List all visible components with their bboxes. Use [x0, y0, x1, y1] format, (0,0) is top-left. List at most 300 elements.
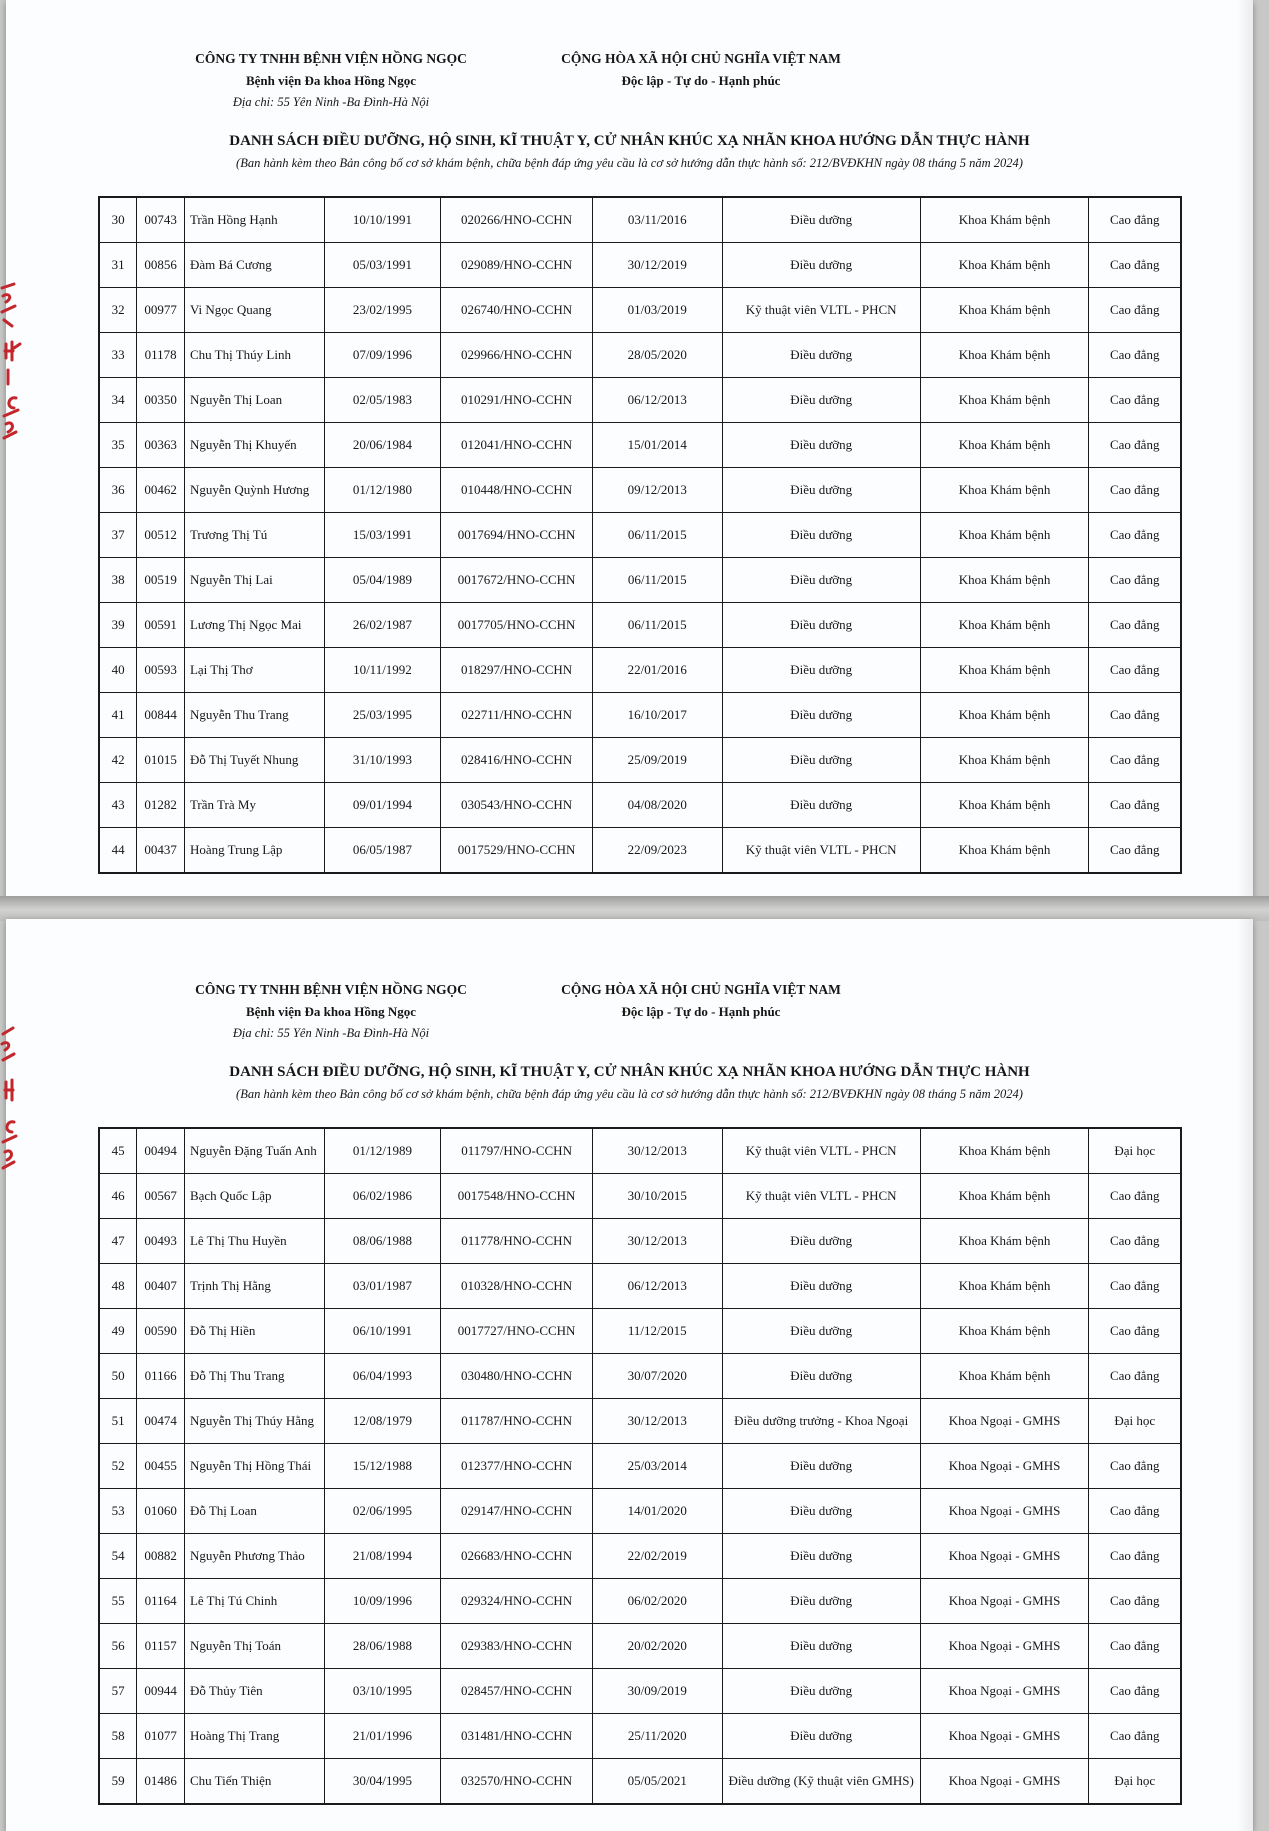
table-row: [99, 333, 1181, 378]
cell-chuc-danh: Điều dưỡng: [722, 1444, 920, 1489]
cell-ngay-sinh: 31/10/1993: [324, 738, 441, 783]
cell-chuc-danh: Điều dưỡng: [722, 693, 920, 738]
cell-ngay-sinh: 12/08/1979: [324, 1399, 441, 1444]
cell-stt: 41: [99, 693, 137, 738]
cell-so-cchn: 030543/HNO-CCHN: [441, 783, 592, 828]
company-name: CÔNG TY TNHH BỆNH VIỆN HỒNG NGỌC: [195, 51, 467, 66]
cell-ho-ten: Nguyễn Thị Loan: [184, 378, 324, 423]
cell-stt: 32: [99, 288, 137, 333]
cell-trinh-do: Cao đẳng: [1089, 1444, 1181, 1489]
cell-ngay-cap: 22/09/2023: [592, 828, 722, 874]
cell-ngay-cap: 25/09/2019: [592, 738, 722, 783]
cell-ma-nv: 00593: [137, 648, 185, 693]
cell-stt: 51: [99, 1399, 137, 1444]
cell-ngay-cap: 30/07/2020: [592, 1354, 722, 1399]
cell-ho-ten: Trần Hồng Hạnh: [184, 197, 324, 243]
cell-so-cchn: 028416/HNO-CCHN: [441, 738, 592, 783]
cell-stt: 53: [99, 1489, 137, 1534]
cell-chuc-danh: Điều dưỡng: [722, 1714, 920, 1759]
cell-chuc-danh: Điều dưỡng: [722, 468, 920, 513]
table-row: [99, 603, 1181, 648]
cell-trinh-do: Đại học: [1089, 1128, 1181, 1174]
cell-so-cchn: 032570/HNO-CCHN: [441, 1759, 592, 1805]
cell-khoa-phong: Khoa Khám bệnh: [920, 378, 1089, 423]
cell-stt: 50: [99, 1354, 137, 1399]
cell-ngay-cap: 06/12/2013: [592, 378, 722, 423]
cell-trinh-do: Cao đẳng: [1089, 738, 1181, 783]
cell-ngay-sinh: 02/06/1995: [324, 1489, 441, 1534]
cell-ho-ten: Đỗ Thị Tuyết Nhung: [184, 738, 324, 783]
cell-so-cchn: 0017727/HNO-CCHN: [441, 1309, 592, 1354]
cell-ngay-sinh: 03/10/1995: [324, 1669, 441, 1714]
cell-ngay-cap: 30/12/2013: [592, 1128, 722, 1174]
table-row: [99, 1759, 1181, 1805]
cell-trinh-do: Cao đẳng: [1089, 783, 1181, 828]
cell-ngay-sinh: 21/08/1994: [324, 1534, 441, 1579]
cell-ngay-cap: 22/02/2019: [592, 1534, 722, 1579]
cell-so-cchn: 029966/HNO-CCHN: [441, 333, 592, 378]
cell-chuc-danh: Điều dưỡng: [722, 1219, 920, 1264]
cell-khoa-phong: Khoa Khám bệnh: [920, 197, 1089, 243]
cell-khoa-phong: Khoa Khám bệnh: [920, 783, 1089, 828]
cell-ngay-sinh: 06/05/1987: [324, 828, 441, 874]
cell-khoa-phong: Khoa Khám bệnh: [920, 288, 1089, 333]
cell-ngay-cap: 30/12/2013: [592, 1219, 722, 1264]
cell-ngay-cap: 03/11/2016: [592, 197, 722, 243]
cell-ma-nv: 00462: [137, 468, 185, 513]
document-page-1: [6, 0, 1253, 898]
cell-ngay-sinh: 28/06/1988: [324, 1624, 441, 1669]
cell-chuc-danh: Kỹ thuật viên VLTL - PHCN: [722, 1174, 920, 1219]
cell-khoa-phong: Khoa Khám bệnh: [920, 1128, 1089, 1174]
cell-stt: 55: [99, 1579, 137, 1624]
cell-so-cchn: 011797/HNO-CCHN: [441, 1128, 592, 1174]
cell-ma-nv: 00494: [137, 1128, 185, 1174]
cell-chuc-danh: Điều dưỡng: [722, 197, 920, 243]
cell-khoa-phong: Khoa Khám bệnh: [920, 1219, 1089, 1264]
cell-so-cchn: 028457/HNO-CCHN: [441, 1669, 592, 1714]
cell-stt: 38: [99, 558, 137, 603]
cell-chuc-danh: Điều dưỡng trưởng - Khoa Ngoại: [722, 1399, 920, 1444]
cell-ma-nv: 01060: [137, 1489, 185, 1534]
cell-stt: 58: [99, 1714, 137, 1759]
cell-khoa-phong: Khoa Khám bệnh: [920, 1174, 1089, 1219]
cell-stt: 31: [99, 243, 137, 288]
table-row: [99, 378, 1181, 423]
cell-trinh-do: Cao đẳng: [1089, 423, 1181, 468]
cell-ngay-cap: 05/05/2021: [592, 1759, 722, 1805]
cell-trinh-do: Cao đẳng: [1089, 1354, 1181, 1399]
cell-chuc-danh: Điều dưỡng: [722, 558, 920, 603]
cell-khoa-phong: Khoa Khám bệnh: [920, 603, 1089, 648]
cell-trinh-do: Cao đẳng: [1089, 288, 1181, 333]
cell-khoa-phong: Khoa Khám bệnh: [920, 1309, 1089, 1354]
cell-chuc-danh: Điều dưỡng: [722, 1264, 920, 1309]
cell-ngay-sinh: 10/11/1992: [324, 648, 441, 693]
cell-so-cchn: 026740/HNO-CCHN: [441, 288, 592, 333]
cell-ma-nv: 01164: [137, 1579, 185, 1624]
cell-chuc-danh: Điều dưỡng: [722, 243, 920, 288]
cell-ngay-sinh: 23/02/1995: [324, 288, 441, 333]
cell-ngay-sinh: 20/06/1984: [324, 423, 441, 468]
cell-stt: 30: [99, 197, 137, 243]
table-row: [99, 1309, 1181, 1354]
cell-ma-nv: 01015: [137, 738, 185, 783]
cell-khoa-phong: Khoa Khám bệnh: [920, 468, 1089, 513]
cell-khoa-phong: Khoa Ngoại - GMHS: [920, 1714, 1089, 1759]
cell-ngay-sinh: 05/03/1991: [324, 243, 441, 288]
cell-chuc-danh: Điều dưỡng: [722, 783, 920, 828]
cell-ho-ten: Bạch Quốc Lập: [184, 1174, 324, 1219]
cell-stt: 49: [99, 1309, 137, 1354]
table-row: [99, 1128, 1181, 1174]
cell-chuc-danh: Điều dưỡng: [722, 738, 920, 783]
cell-stt: 39: [99, 603, 137, 648]
table-row: [99, 243, 1181, 288]
staff-table: [98, 1127, 1182, 1805]
table-row: [99, 1534, 1181, 1579]
cell-ngay-cap: 04/08/2020: [592, 783, 722, 828]
cell-ma-nv: 00437: [137, 828, 185, 874]
cell-ma-nv: 00856: [137, 243, 185, 288]
cell-khoa-phong: Khoa Khám bệnh: [920, 738, 1089, 783]
document-subtitle: (Ban hành kèm theo Bản công bố cơ sở khám bệnh, chữa bệnh đáp ứng yêu cầu là cơ sở hướng dẫn thực hành số: 212/BVĐKHN ngày 08 tháng 5 năm 2024): [236, 156, 1023, 170]
address-line: Địa chỉ: 55 Yên Ninh -Ba Đình-Hà Nội: [232, 95, 430, 109]
table-row: [99, 1354, 1181, 1399]
cell-ho-ten: Trịnh Thị Hằng: [184, 1264, 324, 1309]
cell-ho-ten: Đỗ Thủy Tiên: [184, 1669, 324, 1714]
cell-ho-ten: Hoàng Trung Lập: [184, 828, 324, 874]
cell-khoa-phong: Khoa Ngoại - GMHS: [920, 1759, 1089, 1805]
cell-ho-ten: Lại Thị Thơ: [184, 648, 324, 693]
cell-so-cchn: 020266/HNO-CCHN: [441, 197, 592, 243]
table-row: [99, 197, 1181, 243]
table-row: [99, 1399, 1181, 1444]
cell-stt: 42: [99, 738, 137, 783]
cell-stt: 35: [99, 423, 137, 468]
cell-so-cchn: 026683/HNO-CCHN: [441, 1534, 592, 1579]
table-row: [99, 423, 1181, 468]
cell-ngay-sinh: 10/09/1996: [324, 1579, 441, 1624]
cell-trinh-do: Cao đẳng: [1089, 1714, 1181, 1759]
cell-chuc-danh: Kỹ thuật viên VLTL - PHCN: [722, 288, 920, 333]
cell-ho-ten: Nguyễn Đặng Tuấn Anh: [184, 1128, 324, 1174]
cell-so-cchn: 022711/HNO-CCHN: [441, 693, 592, 738]
cell-ngay-cap: 01/03/2019: [592, 288, 722, 333]
cell-ngay-cap: 09/12/2013: [592, 468, 722, 513]
cell-ma-nv: 01178: [137, 333, 185, 378]
cell-ho-ten: Lương Thị Ngọc Mai: [184, 603, 324, 648]
cell-ngay-sinh: 10/10/1991: [324, 197, 441, 243]
cell-trinh-do: Cao đẳng: [1089, 1624, 1181, 1669]
cell-ngay-sinh: 06/04/1993: [324, 1354, 441, 1399]
cell-ho-ten: Nguyễn Phương Thảo: [184, 1534, 324, 1579]
cell-chuc-danh: Điều dưỡng (Kỹ thuật viên GMHS): [722, 1759, 920, 1805]
cell-trinh-do: Cao đẳng: [1089, 243, 1181, 288]
cell-ngay-sinh: 30/04/1995: [324, 1759, 441, 1805]
cell-so-cchn: 018297/HNO-CCHN: [441, 648, 592, 693]
cell-ma-nv: 00350: [137, 378, 185, 423]
cell-khoa-phong: Khoa Ngoại - GMHS: [920, 1489, 1089, 1534]
table-row: [99, 1264, 1181, 1309]
cell-ngay-cap: 16/10/2017: [592, 693, 722, 738]
cell-ma-nv: 00493: [137, 1219, 185, 1264]
cell-ho-ten: Trương Thị Tú: [184, 513, 324, 558]
cell-ho-ten: Đỗ Thị Thu Trang: [184, 1354, 324, 1399]
cell-khoa-phong: Khoa Khám bệnh: [920, 513, 1089, 558]
cell-khoa-phong: Khoa Ngoại - GMHS: [920, 1579, 1089, 1624]
cell-ngay-cap: 30/12/2019: [592, 243, 722, 288]
cell-so-cchn: 029147/HNO-CCHN: [441, 1489, 592, 1534]
address-line: Địa chỉ: 55 Yên Ninh -Ba Đình-Hà Nội: [232, 1026, 430, 1040]
national-header-block: [466, 48, 936, 92]
cell-trinh-do: Đại học: [1089, 1759, 1181, 1805]
cell-ho-ten: Nguyễn Thị Khuyến: [184, 423, 324, 468]
cell-chuc-danh: Điều dưỡng: [722, 1354, 920, 1399]
cell-ngay-cap: 06/12/2013: [592, 1264, 722, 1309]
cell-ngay-sinh: 09/01/1994: [324, 783, 441, 828]
cell-ngay-cap: 30/10/2015: [592, 1174, 722, 1219]
cell-ngay-cap: 11/12/2015: [592, 1309, 722, 1354]
cell-ma-nv: 00567: [137, 1174, 185, 1219]
document-page-2: [6, 919, 1253, 1831]
table-row: [99, 468, 1181, 513]
cell-khoa-phong: Khoa Khám bệnh: [920, 693, 1089, 738]
cell-chuc-danh: Kỹ thuật viên VLTL - PHCN: [722, 828, 920, 874]
national-motto: Độc lập - Tự do - Hạnh phúc: [621, 73, 781, 88]
cell-chuc-danh: Điều dưỡng: [722, 1624, 920, 1669]
cell-chuc-danh: Điều dưỡng: [722, 378, 920, 423]
cell-chuc-danh: Điều dưỡng: [722, 1669, 920, 1714]
cell-ma-nv: 00407: [137, 1264, 185, 1309]
cell-stt: 45: [99, 1128, 137, 1174]
staff-table: [98, 196, 1182, 874]
document-title: DANH SÁCH ĐIỀU DƯỠNG, HỘ SINH, KĨ THUẬT Y, CỬ NHÂN KHÚC XẠ NHÃN KHOA HƯỚNG DẪN THỰC HÀNH: [229, 1064, 1030, 1080]
cell-ho-ten: Nguyễn Thu Trang: [184, 693, 324, 738]
table-row: [99, 1444, 1181, 1489]
cell-so-cchn: 0017672/HNO-CCHN: [441, 558, 592, 603]
cell-so-cchn: 029324/HNO-CCHN: [441, 1579, 592, 1624]
cell-ma-nv: 00363: [137, 423, 185, 468]
cell-khoa-phong: Khoa Khám bệnh: [920, 828, 1089, 874]
cell-ho-ten: Hoàng Thị Trang: [184, 1714, 324, 1759]
cell-so-cchn: 029089/HNO-CCHN: [441, 243, 592, 288]
document-subtitle: (Ban hành kèm theo Bản công bố cơ sở khám bệnh, chữa bệnh đáp ứng yêu cầu là cơ sở hướng dẫn thực hành số: 212/BVĐKHN ngày 08 tháng 5 năm 2024): [236, 1087, 1023, 1101]
table-row: [99, 513, 1181, 558]
cell-ma-nv: 00977: [137, 288, 185, 333]
cell-ma-nv: 01282: [137, 783, 185, 828]
table-row: [99, 1489, 1181, 1534]
cell-trinh-do: Cao đẳng: [1089, 1669, 1181, 1714]
cell-chuc-danh: Điều dưỡng: [722, 1489, 920, 1534]
cell-trinh-do: Cao đẳng: [1089, 1219, 1181, 1264]
table-row: [99, 648, 1181, 693]
cell-chuc-danh: Điều dưỡng: [722, 333, 920, 378]
cell-ho-ten: Nguyễn Thị Hồng Thái: [184, 1444, 324, 1489]
cell-ngay-cap: 22/01/2016: [592, 648, 722, 693]
cell-ngay-cap: 15/01/2014: [592, 423, 722, 468]
cell-so-cchn: 0017529/HNO-CCHN: [441, 828, 592, 874]
cell-stt: 54: [99, 1534, 137, 1579]
cell-chuc-danh: Điều dưỡng: [722, 603, 920, 648]
cell-khoa-phong: Khoa Khám bệnh: [920, 333, 1089, 378]
cell-so-cchn: 012377/HNO-CCHN: [441, 1444, 592, 1489]
cell-stt: 46: [99, 1174, 137, 1219]
page-gap-shadow: [0, 896, 1269, 921]
document-title: DANH SÁCH ĐIỀU DƯỠNG, HỘ SINH, KĨ THUẬT Y, CỬ NHÂN KHÚC XẠ NHÃN KHOA HƯỚNG DẪN THỰC HÀNH: [229, 133, 1030, 149]
cell-ma-nv: 00882: [137, 1534, 185, 1579]
cell-trinh-do: Cao đẳng: [1089, 1579, 1181, 1624]
cell-ma-nv: 00944: [137, 1669, 185, 1714]
cell-ngay-cap: 30/12/2013: [592, 1399, 722, 1444]
cell-so-cchn: 029383/HNO-CCHN: [441, 1624, 592, 1669]
cell-ma-nv: 01157: [137, 1624, 185, 1669]
cell-khoa-phong: Khoa Khám bệnh: [920, 648, 1089, 693]
cell-stt: 57: [99, 1669, 137, 1714]
cell-so-cchn: 0017548/HNO-CCHN: [441, 1174, 592, 1219]
cell-stt: 34: [99, 378, 137, 423]
cell-ngay-cap: 06/11/2015: [592, 603, 722, 648]
cell-ma-nv: 00743: [137, 197, 185, 243]
cell-ho-ten: Đỗ Thị Loan: [184, 1489, 324, 1534]
cell-khoa-phong: Khoa Ngoại - GMHS: [920, 1399, 1089, 1444]
cell-ma-nv: 01486: [137, 1759, 185, 1805]
cell-ngay-sinh: 06/02/1986: [324, 1174, 441, 1219]
cell-stt: 44: [99, 828, 137, 874]
cell-stt: 56: [99, 1624, 137, 1669]
cell-trinh-do: Cao đẳng: [1089, 513, 1181, 558]
cell-khoa-phong: Khoa Khám bệnh: [920, 423, 1089, 468]
cell-trinh-do: Cao đẳng: [1089, 197, 1181, 243]
cell-stt: 33: [99, 333, 137, 378]
cell-ngay-sinh: 15/03/1991: [324, 513, 441, 558]
cell-stt: 36: [99, 468, 137, 513]
cell-so-cchn: 011787/HNO-CCHN: [441, 1399, 592, 1444]
cell-so-cchn: 010328/HNO-CCHN: [441, 1264, 592, 1309]
cell-khoa-phong: Khoa Ngoại - GMHS: [920, 1444, 1089, 1489]
national-title: CỘNG HÒA XÃ HỘI CHỦ NGHĨA VIỆT NAM: [561, 982, 841, 997]
cell-ma-nv: 01166: [137, 1354, 185, 1399]
cell-so-cchn: 0017705/HNO-CCHN: [441, 603, 592, 648]
cell-khoa-phong: Khoa Ngoại - GMHS: [920, 1669, 1089, 1714]
table-row: [99, 1714, 1181, 1759]
cell-ho-ten: Nguyễn Thị Lai: [184, 558, 324, 603]
cell-ho-ten: Đỗ Thị Hiền: [184, 1309, 324, 1354]
cell-chuc-danh: Điều dưỡng: [722, 1534, 920, 1579]
table-row: [99, 288, 1181, 333]
cell-ho-ten: Lê Thị Thu Huyền: [184, 1219, 324, 1264]
cell-trinh-do: Cao đẳng: [1089, 828, 1181, 874]
company-name: CÔNG TY TNHH BỆNH VIỆN HỒNG NGỌC: [195, 982, 467, 997]
cell-trinh-do: Cao đẳng: [1089, 1489, 1181, 1534]
cell-chuc-danh: Điều dưỡng: [722, 423, 920, 468]
cell-ngay-sinh: 08/06/1988: [324, 1219, 441, 1264]
table-row: [99, 1669, 1181, 1714]
cell-ngay-sinh: 01/12/1980: [324, 468, 441, 513]
cell-chuc-danh: Điều dưỡng: [722, 648, 920, 693]
cell-ngay-cap: 20/02/2020: [592, 1624, 722, 1669]
cell-chuc-danh: Kỹ thuật viên VLTL - PHCN: [722, 1128, 920, 1174]
cell-ngay-cap: 25/11/2020: [592, 1714, 722, 1759]
cell-ngay-sinh: 25/03/1995: [324, 693, 441, 738]
cell-khoa-phong: Khoa Khám bệnh: [920, 1264, 1089, 1309]
table-row: [99, 828, 1181, 874]
cell-ma-nv: 00590: [137, 1309, 185, 1354]
cell-stt: 59: [99, 1759, 137, 1805]
cell-ma-nv: 00519: [137, 558, 185, 603]
cell-ngay-cap: 30/09/2019: [592, 1669, 722, 1714]
national-header-block: [466, 979, 936, 1023]
cell-ngay-cap: 06/02/2020: [592, 1579, 722, 1624]
table-row: [99, 783, 1181, 828]
cell-ho-ten: Chu Thị Thúy Linh: [184, 333, 324, 378]
cell-so-cchn: 030480/HNO-CCHN: [441, 1354, 592, 1399]
cell-ma-nv: 00455: [137, 1444, 185, 1489]
cell-ho-ten: Nguyễn Quỳnh Hương: [184, 468, 324, 513]
cell-ho-ten: Trần Trà My: [184, 783, 324, 828]
cell-trinh-do: Cao đẳng: [1089, 1264, 1181, 1309]
cell-trinh-do: Cao đẳng: [1089, 693, 1181, 738]
cell-khoa-phong: Khoa Khám bệnh: [920, 1354, 1089, 1399]
cell-trinh-do: Cao đẳng: [1089, 558, 1181, 603]
page-header: [6, 48, 1253, 118]
cell-ho-ten: Nguyễn Thị Toán: [184, 1624, 324, 1669]
cell-so-cchn: 012041/HNO-CCHN: [441, 423, 592, 468]
cell-trinh-do: Cao đẳng: [1089, 1534, 1181, 1579]
cell-ngay-sinh: 01/12/1989: [324, 1128, 441, 1174]
cell-ngay-sinh: 03/01/1987: [324, 1264, 441, 1309]
hospital-name: Bệnh viện Đa khoa Hồng Ngọc: [245, 73, 417, 88]
cell-chuc-danh: Điều dưỡng: [722, 513, 920, 558]
cell-ngay-sinh: 06/10/1991: [324, 1309, 441, 1354]
cell-ngay-sinh: 26/02/1987: [324, 603, 441, 648]
cell-ma-nv: 00474: [137, 1399, 185, 1444]
cell-khoa-phong: Khoa Khám bệnh: [920, 558, 1089, 603]
cell-ngay-cap: 06/11/2015: [592, 558, 722, 603]
cell-trinh-do: Cao đẳng: [1089, 1174, 1181, 1219]
cell-so-cchn: 031481/HNO-CCHN: [441, 1714, 592, 1759]
cell-trinh-do: Đại học: [1089, 1399, 1181, 1444]
cell-ho-ten: Nguyễn Thị Thúy Hằng: [184, 1399, 324, 1444]
cell-ma-nv: 01077: [137, 1714, 185, 1759]
cell-ngay-sinh: 15/12/1988: [324, 1444, 441, 1489]
cell-ngay-sinh: 21/01/1996: [324, 1714, 441, 1759]
table-row: [99, 1624, 1181, 1669]
cell-ho-ten: Đàm Bá Cương: [184, 243, 324, 288]
cell-ngay-cap: 06/11/2015: [592, 513, 722, 558]
cell-stt: 37: [99, 513, 137, 558]
cell-trinh-do: Cao đẳng: [1089, 603, 1181, 648]
table-row: [99, 693, 1181, 738]
cell-khoa-phong: Khoa Ngoại - GMHS: [920, 1624, 1089, 1669]
table-row: [99, 1579, 1181, 1624]
cell-trinh-do: Cao đẳng: [1089, 378, 1181, 423]
cell-ma-nv: 00512: [137, 513, 185, 558]
cell-so-cchn: 010291/HNO-CCHN: [441, 378, 592, 423]
cell-ho-ten: Chu Tiến Thiện: [184, 1759, 324, 1805]
table-row: [99, 558, 1181, 603]
cell-ngay-cap: 14/01/2020: [592, 1489, 722, 1534]
cell-stt: 52: [99, 1444, 137, 1489]
cell-ngay-sinh: 05/04/1989: [324, 558, 441, 603]
cell-stt: 47: [99, 1219, 137, 1264]
cell-trinh-do: Cao đẳng: [1089, 333, 1181, 378]
cell-chuc-danh: Điều dưỡng: [722, 1579, 920, 1624]
cell-ho-ten: Lê Thị Tú Chinh: [184, 1579, 324, 1624]
cell-stt: 43: [99, 783, 137, 828]
cell-khoa-phong: Khoa Khám bệnh: [920, 243, 1089, 288]
cell-ngay-cap: 28/05/2020: [592, 333, 722, 378]
